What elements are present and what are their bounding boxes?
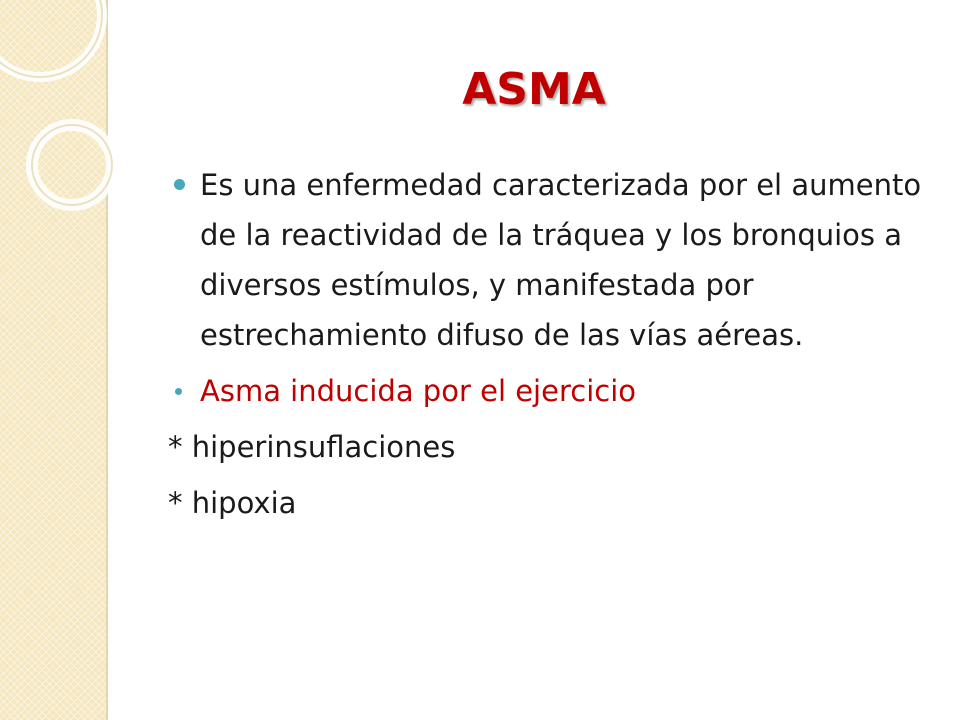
bullet-dot-icon [174, 179, 185, 190]
slide-title: ASMA [462, 64, 606, 115]
bullet-exercise-asthma [168, 366, 938, 416]
slide-body [168, 160, 938, 534]
line-hipoxia: * hipoxia [168, 486, 297, 520]
bullet-dot-icon [175, 388, 182, 395]
line-hiperinsuflaciones: * hiperinsuflaciones [168, 430, 456, 464]
decorative-circles [0, 0, 120, 260]
bullet-definition-text: Es una enfermedad caracterizada por el aumento de la reactividad de la tráquea y los bronquios a diversos estímulos, y manifestada por estrechamiento difuso de las vías aéreas. [200, 168, 922, 352]
bullet-exercise-asthma-text: Asma inducida por el ejercicio [200, 374, 636, 408]
bullet-definition [168, 160, 938, 360]
